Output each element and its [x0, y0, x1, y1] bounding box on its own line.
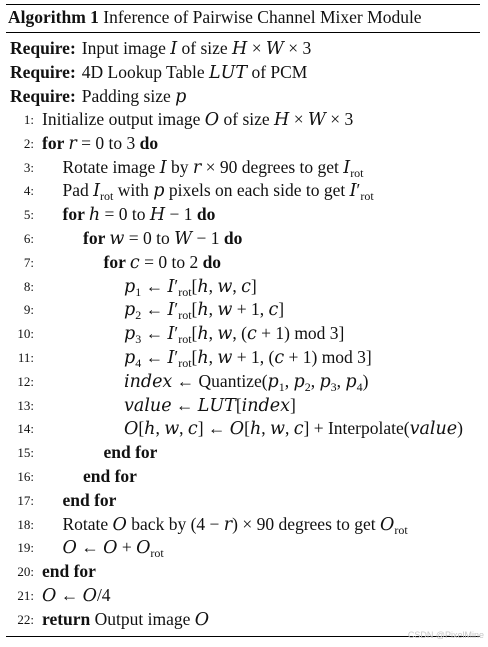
- statement: 𝑟 = 0 to 3: [68, 132, 136, 153]
- line-number: 5:: [23, 207, 34, 223]
- code-line: [42, 107, 353, 131]
- require-keyword: Require:: [10, 38, 76, 58]
- code-line: [42, 559, 96, 583]
- require-keyword: Require:: [10, 62, 76, 82]
- code-line: [104, 250, 222, 274]
- keyword: return: [42, 608, 95, 629]
- line-number: 1:: [23, 112, 34, 127]
- keyword: do: [198, 251, 222, 272]
- code-line: [63, 535, 164, 559]
- statement: 𝑤 = 0 to 𝑊 − 1: [109, 228, 220, 248]
- line-number: 20:: [17, 564, 34, 580]
- require-line: [10, 84, 186, 108]
- line-number: 16:: [17, 469, 34, 484]
- code-line: [124, 297, 284, 321]
- require-line: [10, 60, 307, 84]
- statement: 𝑣𝑎𝑙𝑢𝑒 ← 𝐿𝑈𝑇[𝑖𝑛𝑑𝑒𝑥]: [124, 394, 296, 415]
- statement: 𝑖𝑛𝑑𝑒𝑥 ← Quantize(𝑝$_1$, 𝑝$_2$, 𝑝$_3$, 𝑝$_4$): [124, 370, 369, 394]
- code-line: [63, 488, 117, 512]
- line-number: 11:: [17, 350, 34, 365]
- statement: Rotate 𝑂 back by (4 − 𝑟) × 90 degrees to get 𝑂$_{rot}$: [62, 513, 408, 537]
- keyword: do: [135, 132, 159, 153]
- watermark: CSDN @PixelMine: [407, 630, 484, 640]
- code-line: [63, 178, 374, 202]
- line-number: 3:: [23, 159, 34, 175]
- statement: Pad 𝐼$_{rot}$ with 𝑝 pixels on each side to get $𝐼'_{rot}$: [62, 180, 374, 204]
- statement: 𝑐 = 0 to 2: [129, 251, 199, 272]
- code-line: [42, 583, 111, 607]
- statement: 𝑂 ← 𝑂 + 𝑂$_{rot}$: [62, 537, 164, 561]
- code-line: [42, 131, 158, 155]
- line-number: 22:: [17, 611, 34, 627]
- line-number: 14:: [17, 421, 34, 437]
- title-rule: [6, 32, 480, 33]
- statement: 𝑝$_1$ ← $𝐼'_{rot}[ℎ$, 𝑤, 𝑐]: [124, 275, 257, 299]
- line-number: 21:: [17, 588, 34, 603]
- code-line: [83, 464, 137, 488]
- statement: 𝑂[ℎ, 𝑤, 𝑐] ← 𝑂[ℎ, 𝑤, 𝑐] + Interpolate(𝑣𝑎𝑙𝑢𝑒): [124, 418, 463, 439]
- code-line: [124, 274, 257, 298]
- keyword: for: [62, 204, 89, 225]
- require-text: Input image 𝐼 of size 𝐻 × 𝑊 × 3: [81, 38, 312, 58]
- algorithm-name: Inference of Pairwise Channel Mixer Module: [103, 7, 422, 27]
- line-number: 13:: [17, 397, 34, 413]
- statement: 𝑝$_3$ ← $𝐼'_{rot}[ℎ$, 𝑤, (𝑐 + 1) mod 3]: [124, 323, 345, 347]
- statement: Rotate image 𝐼 by 𝑟 × 90 degrees to get 𝐼$_{rot}$: [62, 156, 364, 180]
- statement: Output image 𝑂: [94, 608, 210, 629]
- code-line: [104, 440, 158, 464]
- code-line: [63, 155, 364, 179]
- keyword: for: [42, 132, 69, 153]
- code-line: [124, 416, 463, 440]
- algorithm-title: [8, 7, 422, 28]
- line-number: 8:: [23, 278, 34, 294]
- line-number: 15:: [17, 445, 34, 461]
- statement: 𝑝$_2$ ← $𝐼'_{rot}[ℎ$, 𝑤 + 1, 𝑐]: [124, 299, 285, 323]
- statement: 𝑂 ← 𝑂/4: [42, 585, 111, 605]
- keyword: for: [103, 251, 130, 272]
- require-text: Padding size 𝑝: [81, 86, 187, 106]
- line-number: 9:: [23, 302, 34, 318]
- require-line: [10, 36, 311, 60]
- keyword: do: [219, 228, 243, 248]
- line-number: 7:: [23, 254, 34, 270]
- code-line: [124, 393, 296, 417]
- keyword: do: [192, 204, 216, 225]
- require-text: 4D Lookup Table 𝐿𝑈𝑇 of PCM: [81, 62, 308, 82]
- code-line: [63, 202, 216, 226]
- keyword: for: [83, 228, 110, 248]
- line-number: 6:: [23, 231, 34, 246]
- keyword: end for: [83, 466, 137, 486]
- statement: ℎ = 0 to 𝐻 − 1: [88, 204, 193, 225]
- line-number: 12:: [17, 373, 34, 389]
- code-line: [83, 226, 242, 250]
- line-number: 19:: [17, 540, 34, 556]
- algorithm-label: Algorithm 1: [8, 7, 99, 27]
- line-number: 4:: [23, 183, 34, 199]
- keyword: end for: [42, 561, 96, 582]
- require-keyword: Require:: [10, 86, 76, 106]
- line-number: 2:: [23, 135, 34, 151]
- line-number: 17:: [17, 492, 34, 508]
- keyword: end for: [103, 442, 158, 463]
- keyword: end for: [62, 489, 117, 510]
- statement: Initialize output image 𝑂 of size 𝐻 × 𝑊 × 3: [42, 109, 354, 129]
- code-line: [63, 512, 408, 536]
- code-line: [124, 345, 372, 369]
- line-number: 10:: [17, 326, 34, 342]
- code-line: [124, 321, 344, 345]
- top-rule: [6, 4, 480, 5]
- code-line: [124, 369, 368, 393]
- line-number: 18:: [17, 516, 34, 532]
- statement: 𝑝$_4$ ← $𝐼'_{rot}[ℎ$, 𝑤 + 1, (𝑐 + 1) mod 3]: [124, 347, 372, 370]
- code-line: [42, 607, 209, 631]
